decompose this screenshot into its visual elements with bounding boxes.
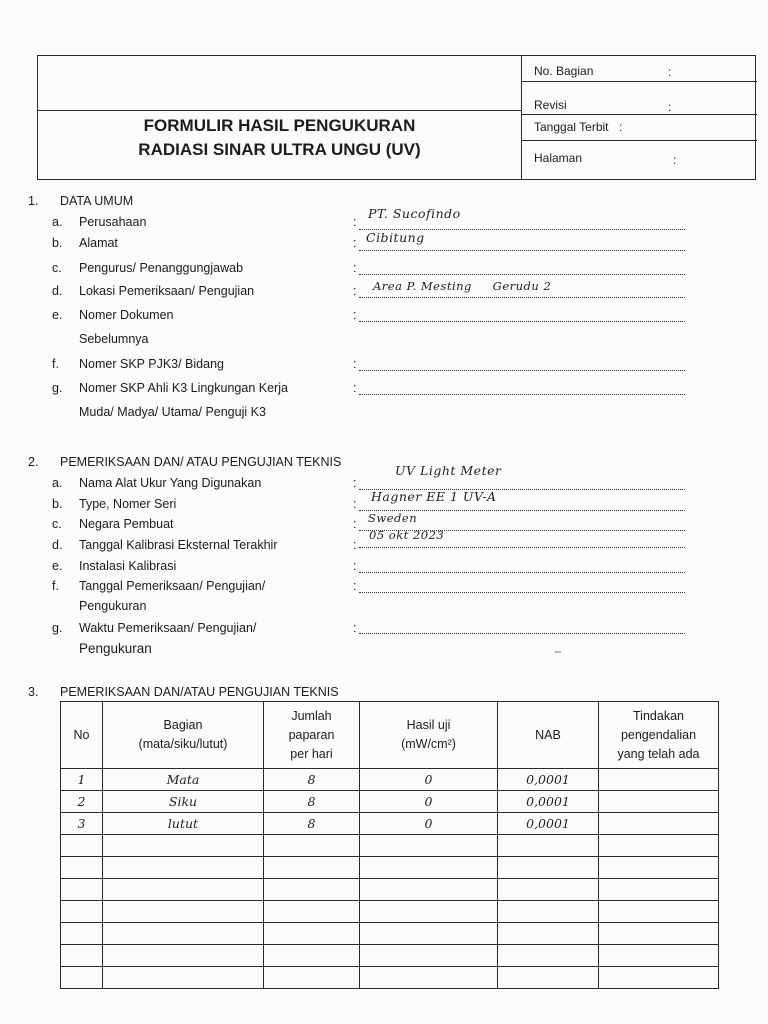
table-row <box>61 791 719 813</box>
item-letter: c. <box>52 517 62 531</box>
field-line-alamat <box>359 250 685 251</box>
field-label-pengurus: Pengurus/ Penanggungjawab <box>79 261 244 275</box>
cell-hasil-uji <box>360 879 498 901</box>
cell-bagian <box>103 879 264 901</box>
section-number: 2. <box>28 455 39 469</box>
cell-no: 3 <box>61 813 103 835</box>
table-row <box>61 945 719 967</box>
cell-no <box>61 857 103 879</box>
cell-hasil-uji: 0 <box>360 813 498 835</box>
field-line-tgl-pemeriksaan <box>359 592 685 593</box>
field-line-tgl-kalibrasi <box>359 547 685 548</box>
meta-label: Halaman <box>534 151 583 165</box>
field-colon: : <box>353 517 357 531</box>
item-letter: b. <box>52 497 63 511</box>
cell-bagian <box>103 835 264 857</box>
cell-nab: 0,0001 <box>498 791 599 813</box>
header-bagian <box>103 702 264 769</box>
field-line-instalasi <box>359 572 685 573</box>
cell-no: 1 <box>61 769 103 791</box>
field-colon: : <box>353 497 357 511</box>
field-label-skp-ahli-line2: Muda/ Madya/ Utama/ Penguji K3 <box>79 405 266 419</box>
cell-hasil-uji <box>360 967 498 989</box>
field-label-lokasi: Lokasi Pemeriksaan/ Pengujian <box>79 284 255 298</box>
cell-jumlah-paparan: 8 <box>264 769 360 791</box>
cell-jumlah-paparan <box>264 835 360 857</box>
field-value-tgl-kalibrasi: 05 okt 2023 <box>369 528 445 542</box>
cell-bagian: Siku <box>103 791 264 813</box>
field-value-alamat: Cibitung <box>366 230 425 245</box>
meta-row-revisi <box>521 82 757 115</box>
table-header <box>61 702 719 769</box>
meta-colon: : <box>673 153 677 167</box>
form-title-line1: FORMULIR HASIL PENGUKURAN <box>143 116 416 135</box>
field-line-pengurus <box>359 274 685 275</box>
cell-tindakan <box>599 813 719 835</box>
cell-tindakan <box>599 835 719 857</box>
item-letter: d. <box>52 538 63 552</box>
field-label-negara: Negara Pembuat <box>79 517 174 531</box>
table-row <box>61 879 719 901</box>
table-header-row <box>61 702 719 769</box>
form-header <box>37 55 756 180</box>
table-row <box>61 901 719 923</box>
field-colon: : <box>353 579 357 593</box>
section-title: DATA UMUM <box>60 194 134 208</box>
meta-row-no-bagian <box>521 56 757 82</box>
cell-tindakan <box>599 923 719 945</box>
table-body <box>61 769 719 989</box>
cell-tindakan <box>599 791 719 813</box>
meta-row-halaman <box>521 141 757 179</box>
cell-bagian: lutut <box>103 813 264 835</box>
field-line-waktu-pemeriksaan <box>359 633 685 634</box>
cell-hasil-uji <box>360 923 498 945</box>
measurement-table <box>60 701 719 989</box>
header-divider <box>38 110 521 111</box>
item-letter: f. <box>52 579 59 593</box>
cell-nab: 0,0001 <box>498 769 599 791</box>
cell-jumlah-paparan <box>264 879 360 901</box>
cell-no <box>61 923 103 945</box>
field-colon: : <box>353 538 357 552</box>
header-no <box>61 702 103 769</box>
field-colon: : <box>353 308 357 322</box>
cell-nab <box>498 879 599 901</box>
field-value-perusahaan: PT. Sucofindo <box>368 206 461 221</box>
cell-hasil-uji: 0 <box>360 791 498 813</box>
table-row <box>61 967 719 989</box>
field-label-tgl-kalibrasi: Tanggal Kalibrasi Eksternal Terakhir <box>79 538 278 552</box>
cell-bagian <box>103 857 264 879</box>
header-jumlah-paparan <box>264 702 360 769</box>
meta-label: Tanggal Terbit <box>534 120 609 134</box>
item-letter: g. <box>52 381 63 395</box>
item-letter: e. <box>52 559 63 573</box>
cell-hasil-uji: 0 <box>360 769 498 791</box>
table-row <box>61 835 719 857</box>
cell-no <box>61 901 103 923</box>
form-title-line2: RADIASI SINAR ULTRA UNGU (UV) <box>138 140 421 159</box>
cell-hasil-uji <box>360 835 498 857</box>
item-letter: d. <box>52 284 63 298</box>
field-colon: : <box>353 284 357 298</box>
meta-row-tanggal-terbit <box>521 115 757 141</box>
cell-nab <box>498 945 599 967</box>
cell-nab: 0,0001 <box>498 813 599 835</box>
cell-nab <box>498 923 599 945</box>
field-label-nomer-dokumen-line2: Sebelumnya <box>79 332 149 346</box>
cell-no <box>61 945 103 967</box>
field-colon: : <box>353 236 357 250</box>
cell-bagian <box>103 945 264 967</box>
header-text-line: Bagian <box>163 718 203 732</box>
cell-jumlah-paparan <box>264 967 360 989</box>
item-letter: e. <box>52 308 63 322</box>
cell-jumlah-paparan <box>264 857 360 879</box>
item-letter: c. <box>52 261 62 275</box>
field-value-negara: Sweden <box>368 511 418 525</box>
field-label-skp-ahli: Nomer SKP Ahli K3 Lingkungan Kerja <box>79 381 288 395</box>
field-label-perusahaan: Perusahaan <box>79 215 147 229</box>
meta-colon: : <box>668 100 672 114</box>
header-text-line: Hasil uji <box>406 718 451 732</box>
field-label-waktu-pemeriksaan-line2: Pengukuran <box>79 641 152 656</box>
cell-jumlah-paparan <box>264 901 360 923</box>
cell-no: 2 <box>61 791 103 813</box>
field-value-type-seri: Hagner EE 1 UV-A <box>371 489 497 504</box>
cell-nab <box>498 835 599 857</box>
cell-tindakan <box>599 857 719 879</box>
field-value-lokasi: Area P. Mesting Gerudu 2 <box>373 279 552 293</box>
field-label-type-seri: Type, Nomer Seri <box>79 497 177 511</box>
header-text-line: pengendalian <box>620 727 697 742</box>
header-text-line: NAB <box>535 727 561 742</box>
table-row <box>61 813 719 835</box>
field-value-alat-ukur: UV Light Meter <box>395 463 502 478</box>
field-colon: : <box>353 261 357 275</box>
field-colon: : <box>353 215 357 229</box>
item-letter: f. <box>52 357 59 371</box>
cell-tindakan <box>599 945 719 967</box>
cell-tindakan <box>599 967 719 989</box>
cell-nab <box>498 901 599 923</box>
cell-jumlah-paparan <box>264 923 360 945</box>
cell-tindakan <box>599 879 719 901</box>
field-colon: : <box>353 621 357 635</box>
table-row <box>61 769 719 791</box>
field-line-skp-ahli <box>359 394 685 395</box>
header-nab <box>498 702 599 769</box>
field-colon: : <box>353 357 357 371</box>
cell-no <box>61 879 103 901</box>
header-text-line: No <box>73 727 90 742</box>
header-text-line: Tindakan <box>633 708 684 723</box>
header-hasil-uji <box>360 702 498 769</box>
section-title: PEMERIKSAAN DAN/ATAU PENGUJIAN TEKNIS <box>60 685 339 699</box>
field-label-waktu-pemeriksaan: Waktu Pemeriksaan/ Pengujian/ <box>79 621 257 635</box>
header-text-line: (mW/cm²) <box>401 737 456 751</box>
table-row <box>61 857 719 879</box>
field-label-tgl-pemeriksaan-line2: Pengukuran <box>79 599 147 613</box>
cell-bagian: Mata <box>103 769 264 791</box>
cell-hasil-uji <box>360 857 498 879</box>
scan-speck <box>555 651 561 653</box>
field-label-nomer-dokumen: Nomer Dokumen <box>79 308 174 322</box>
field-line-skp-pjk3 <box>359 370 685 371</box>
field-label-tgl-pemeriksaan: Tanggal Pemeriksaan/ Pengujian/ <box>79 579 266 593</box>
header-text-line: paparan <box>288 727 335 742</box>
item-letter: b. <box>52 236 63 250</box>
field-label-alamat: Alamat <box>79 236 118 250</box>
header-tindakan <box>599 702 719 769</box>
section-number: 3. <box>28 685 39 699</box>
meta-label: Revisi <box>534 98 567 112</box>
table-row <box>61 923 719 945</box>
cell-jumlah-paparan: 8 <box>264 813 360 835</box>
field-label-instalasi: Instalasi Kalibrasi <box>79 559 177 573</box>
header-text-line: yang telah ada <box>617 746 700 761</box>
field-colon: : <box>353 381 357 395</box>
cell-no <box>61 967 103 989</box>
form-title <box>38 114 521 162</box>
section-title: PEMERIKSAAN DAN/ ATAU PENGUJIAN TEKNIS <box>60 455 342 469</box>
field-line-nomer-dokumen <box>359 321 685 322</box>
cell-bagian <box>103 923 264 945</box>
field-line-lokasi <box>359 297 685 298</box>
cell-hasil-uji <box>360 945 498 967</box>
meta-colon: : <box>619 120 623 134</box>
cell-bagian <box>103 967 264 989</box>
section-number: 1. <box>28 194 39 208</box>
cell-nab <box>498 967 599 989</box>
item-letter: a. <box>52 215 63 229</box>
cell-jumlah-paparan: 8 <box>264 791 360 813</box>
field-label-skp-pjk3: Nomer SKP PJK3/ Bidang <box>79 357 224 371</box>
item-letter: a. <box>52 476 63 490</box>
header-text-line: per hari <box>290 746 333 761</box>
cell-bagian <box>103 901 264 923</box>
field-colon: : <box>353 559 357 573</box>
cell-no <box>61 835 103 857</box>
meta-colon: : <box>668 65 672 79</box>
header-text-line: (mata/siku/lutut) <box>138 737 228 751</box>
cell-tindakan <box>599 901 719 923</box>
cell-jumlah-paparan <box>264 945 360 967</box>
cell-tindakan <box>599 769 719 791</box>
cell-nab <box>498 857 599 879</box>
header-text-line: Jumlah <box>291 708 332 723</box>
field-colon: : <box>353 476 357 490</box>
meta-label: No. Bagian <box>534 64 594 78</box>
cell-hasil-uji <box>360 901 498 923</box>
item-letter: g. <box>52 621 63 635</box>
field-label-alat-ukur: Nama Alat Ukur Yang Digunakan <box>79 476 262 490</box>
